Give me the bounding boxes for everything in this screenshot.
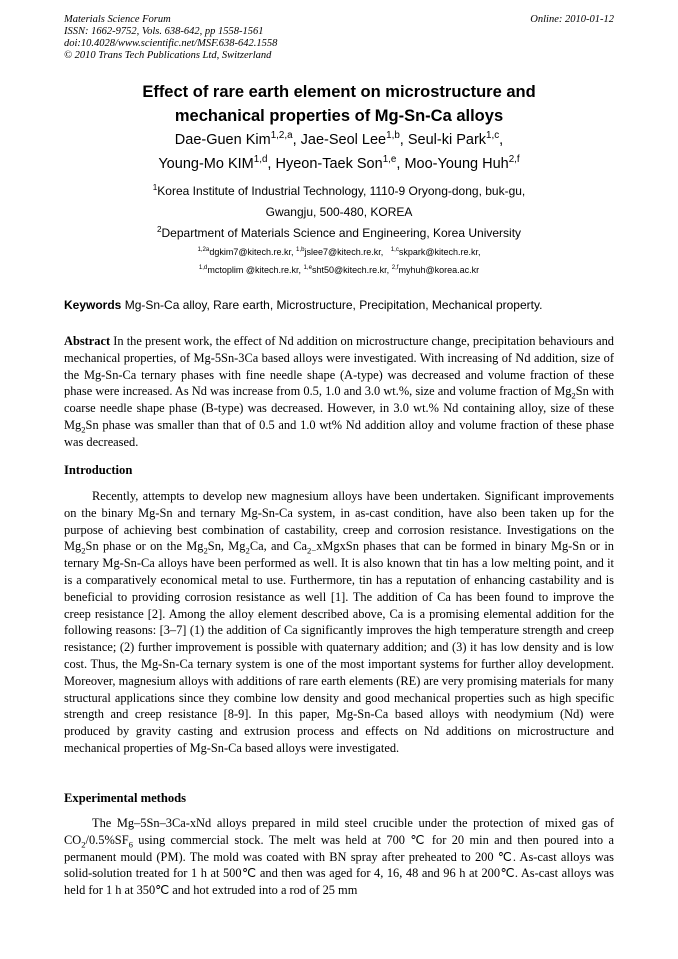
affiliation-sup: 2 [156, 225, 162, 234]
email-line-1 [64, 244, 614, 261]
keywords [64, 297, 614, 313]
abstract-text: In the present work, the effect of Nd addition on microstructure change, precipitation behaviours and mechanical properties, of Mg-5Sn-3Ca based alloys were investigated. With increasing of Nd addition, size of the Mg-Sn-Ca ternary phases with fine needle shape (A-type) was decreased and volume fraction of these phase were increased. As Nd was increase from 0.5, 1.0 and 3.0 wt.%, size and volume fraction of Mg [64, 334, 614, 399]
abstract [64, 333, 614, 451]
subscript: 2 [81, 424, 86, 435]
author-sup: 1,e [382, 154, 397, 166]
email-address: dgkim7@kitech.re.kr, [209, 247, 294, 257]
online-date: Online: 2010-01-12 [530, 14, 614, 25]
subscript: 2 [81, 545, 86, 556]
experimental-paragraph [64, 815, 614, 899]
author-sup: 1,d [253, 154, 268, 166]
affiliation-text: Korea Institute of Industrial Technology, 1110-9 Oryong-dong, buk-gu, [157, 184, 526, 198]
author-sup: 2,f [508, 154, 520, 166]
introduction-text: Sn phase or on the Mg [85, 539, 204, 554]
subscript: 6 [128, 839, 133, 850]
experimental-text: The Mg–5Sn–3Ca-xNd alloys prepared in mild steel crucible under the protection of mixed gas of CO [64, 816, 614, 847]
doi-line: doi:10.4028/www.scientific.net/MSF.638-642.1558 [64, 38, 278, 49]
author-name: Hyeon-Taek Son [275, 156, 383, 172]
subscript: 2 [81, 839, 86, 850]
introduction-text: Sn, Mg [207, 539, 246, 554]
keywords-label: Keywords [64, 298, 122, 312]
author-line-1: Dae-Guen Kim$^{1,2,a}$, Jae-Seol Lee$^{1,b}$, Seul-ki Park$^{1,c}$, [174, 130, 504, 148]
introduction-heading: Introduction [64, 463, 133, 477]
author-name: Moo-Young Huh [404, 156, 509, 172]
author-list [64, 128, 614, 176]
introduction-text: Recently, attempts to develop new magnesium alloys have been undertaken. Significant improvements on the binary Mg-Sn and ternary Mg-Sn-Ca system, in as-cast condition, have also been taken up for the purpose of achieving best combination of castability, creep and corrosion resistance. Investigations on the Mg [64, 489, 614, 554]
email-line-2 [64, 262, 614, 279]
subscript: 2− [306, 545, 317, 556]
abstract-text: Sn with coarse needle shape phase (B-type) was decreased. However, in 3.0 wt.% Nd containing alloy, size of these Mg [64, 384, 614, 432]
affiliation-1 [64, 181, 614, 223]
subscript: 2 [245, 545, 250, 556]
email-sup: 1,c [390, 246, 399, 253]
introduction-text: Ca, and Ca [249, 539, 307, 554]
subscript: 2 [571, 390, 576, 401]
keywords-text: Mg-Sn-Ca alloy, Rare earth, Microstructure, Precipitation, Mechanical property. [121, 298, 543, 312]
abstract-text: Sn phase was smaller than that of 0.5 and 1.0 wt% Nd addition alloy and volume fraction of these phase was decreased. [64, 417, 614, 449]
journal-name: Materials Science Forum [64, 14, 171, 25]
subscript: 2 [203, 545, 208, 556]
title-line-1: Effect of rare earth element on microstructure and [142, 83, 536, 101]
affiliation-sup: 1 [152, 183, 158, 192]
abstract-label: Abstract [64, 334, 111, 348]
email-sup: 1,e [303, 264, 312, 271]
experimental-text: using commercial stock. The melt was held at 700 ℃ for 20 min and then poured into a permanent mould (PM). The mold was coated with BN spray after preheated to 200 ℃. As-cast alloys was solid-solution treated for 1 h at 500℃ and then was aged for 4, 16, 48 and 96 h at 200℃. As-cast alloys was held for 1 h at 350℃ and hot extruded into a rod of 25 mm [64, 832, 614, 898]
copyright-line: © 2010 Trans Tech Publications Ltd, Switzerland [64, 50, 272, 61]
affiliation-2 [64, 223, 614, 244]
author-sup: 1,2,a [270, 130, 293, 142]
email-address: sht50@kitech.re.kr, [312, 265, 390, 275]
issn-line: ISSN: 1662-9752, Vols. 638-642, pp 1558-1561 [64, 26, 264, 37]
author-line-2: Young-Mo KIM$^{1,d}$, Hyeon-Taek Son$^{1,e}$, Moo-Young Huh$^{2,f}$ [158, 154, 520, 172]
author-sup: 1,b [386, 130, 400, 142]
email-sup: 1,d [198, 264, 208, 271]
email-sup: 1,b [296, 246, 305, 253]
experimental-heading: Experimental methods [64, 791, 187, 805]
author-name: Seul-ki Park [407, 132, 487, 148]
email-address: mctoplim @kitech.re.kr, [207, 265, 301, 275]
email-address: myhuh@korea.ac.kr [398, 265, 480, 275]
paper-title [64, 80, 614, 128]
email-address: skpark@kitech.re.kr, [398, 247, 481, 257]
affiliation-text: Department of Materials Science and Engineering, Korea University [161, 226, 522, 240]
journal-header [64, 14, 277, 62]
email-address: jslee7@kitech.re.kr, [304, 247, 384, 257]
experimental-text: /0.5%SF [85, 832, 129, 847]
author-sup: 1,c [486, 130, 500, 142]
title-line-2: mechanical properties of Mg-Sn-Ca alloys [174, 107, 504, 125]
introduction-paragraph [64, 488, 614, 757]
introduction-text: xMgxSn phases that can be formed in binary Mg-Sn or in ternary Mg-Sn-Ca alloys have been performed as well. It is also known that tin has a low melting point, and it is a comparatively economical metal to use. Furthermore, tin has a reputation of enhancing castability and is beneficial to providing corrosion resistance as well [1]. The addition of Ca has been found to improve the creep resistance [2]. Among the alloy element described above, Ca is a promising elemental addition for the following reasons: [3–7] (1) the addition of Ca significantly improves the high temperature strength and creep resistance; (2) further improvement is possible with quaternary addition; and (3) it has low density and is low cost. Thus, the Mg-Sn-Ca ternary system is one of the most important systems for further alloy development. Moreover, magnesium alloys with additions of rare earth elements (RE) are very promising materials for many structural applications since they combine low density and good mechanical properties such as high specific strength and creep resistance [8-9]. In this paper, Mg-Sn-Ca based alloys with neodymium (Nd) were produced by gravity casting and extrusion process and effects on Nd additions on microstructure and mechanical properties of Mg-Sn-Ca based alloys were investigated. [64, 539, 614, 755]
email-sup: 2,f [391, 264, 399, 271]
author-name: Jae-Seol Lee [300, 132, 387, 148]
author-name: Young-Mo KIM [158, 156, 254, 172]
affiliation-text: Gwangju, 500-480, KOREA [265, 205, 413, 219]
author-name: Dae-Guen Kim [174, 132, 271, 148]
email-sup: 1,2a [197, 246, 210, 253]
